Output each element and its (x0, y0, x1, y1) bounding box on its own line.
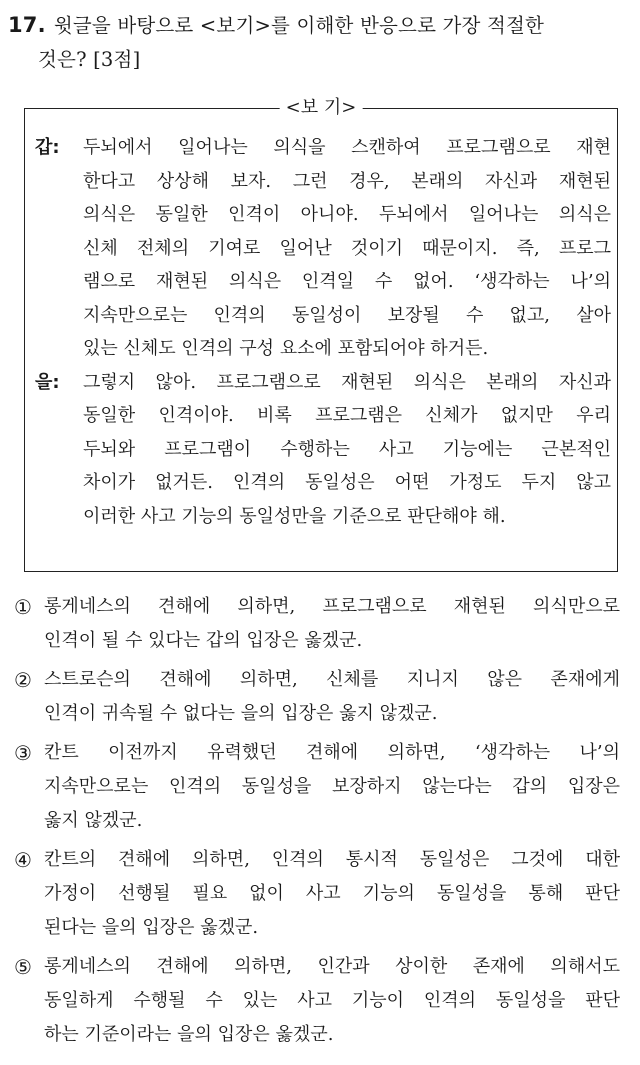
option-line: 칸트의 견해에 의하면, 인격의 통시적 동일성은 그것에 대한 (44, 849, 620, 870)
speaker-gap-block (35, 131, 611, 366)
eul-line: 동일한 인격이야. 비록 프로그램은 신체가 없지만 우리 (83, 405, 611, 426)
option-line: 스트로슨의 견해에 의하면, 신체를 지니지 않은 존재에게 (44, 669, 620, 690)
question-stem (8, 8, 632, 77)
gap-line: 지속만으로는 인격의 동일성이 보장될 수 없고, 살아 (83, 304, 611, 326)
option-line: 롱게네스의 견해에 의하면, 프로그램으로 재현된 의식만으로 (44, 596, 620, 617)
option-4[interactable] (14, 843, 620, 945)
option-line: 지속만으로는 인격의 동일성을 보장하지 않는다는 갑의 입장은 (44, 776, 620, 797)
eul-line: 그렇지 않아. 프로그램으로 재현된 의식은 본래의 자신과 (83, 371, 611, 393)
option-line: 롱게네스의 견해에 의하면, 인간과 상이한 존재에 의해서도 (44, 956, 620, 977)
option-number: ① (14, 595, 32, 619)
question-line-1 (8, 8, 632, 43)
gap-line: 두뇌에서 일어나는 의식을 스캔하여 프로그램으로 재현 (83, 137, 611, 158)
eul-line: 이러한 사고 기능의 동일성만을 기준으로 판단해야 해. (83, 505, 506, 527)
option-line: 칸트 이전까지 유력했던 견해에 의하면, ‘생각하는 나’의 (44, 742, 620, 763)
eul-line: 두뇌와 프로그램이 수행하는 사고 기능에는 근본적인 (83, 438, 611, 460)
option-line: 인격이 될 수 있다는 갑의 입장은 옳겠군. (44, 630, 363, 651)
bogi-box (24, 97, 618, 572)
option-line: 인격이 귀속될 수 없다는 을의 입장은 옳지 않겠군. (44, 703, 438, 724)
option-2[interactable] (14, 663, 620, 731)
gap-line: 신체 전체의 기여로 일어난 것이기 때문이지. 즉, 프로그 (83, 237, 611, 259)
gap-line: 있는 신체도 인격의 구성 요소에 포함되어야 하거든. (83, 338, 489, 359)
gap-line: 램으로 재현된 의식은 인격일 수 없어. ‘생각하는 나’의 (83, 271, 611, 292)
option-number: ② (14, 668, 32, 692)
speaker-eul: 을: (35, 371, 60, 393)
gap-line: 한다고 상상해 보자. 그런 경우, 본래의 자신과 재현된 (83, 170, 611, 192)
option-1[interactable] (14, 590, 620, 658)
option-3[interactable] (14, 736, 620, 838)
option-number: ⑤ (14, 955, 32, 979)
option-line: 가정이 선행될 필요 없이 사고 기능의 동일성을 통해 판단 (44, 883, 620, 904)
gap-line: 의식은 동일한 인격이 아니야. 두뇌에서 일어나는 의식은 (83, 204, 611, 225)
speaker-gap-text (35, 131, 611, 366)
eul-line: 차이가 없거든. 인격의 동일성은 어떤 가정도 두지 않고 (83, 472, 611, 493)
option-5[interactable] (14, 950, 620, 1052)
bogi-title: <보 기> (280, 97, 363, 119)
option-line: 하는 기준이라는 을의 입장은 옳겠군. (44, 1024, 334, 1045)
option-line: 동일하게 수행될 수 있는 사고 기능이 인격의 동일성을 판단 (44, 990, 620, 1011)
option-number: ③ (14, 741, 32, 765)
option-line: 된다는 을의 입장은 옳겠군. (44, 917, 259, 938)
question-line-2: 것은? [3점] (38, 48, 141, 71)
speaker-eul-block (35, 366, 611, 534)
answer-options (14, 590, 620, 1057)
question-text-1: 윗글을 바탕으로 <보기>를 이해한 반응으로 가장 적절한 (53, 14, 545, 37)
speaker-gap: 갑: (35, 137, 60, 158)
speaker-eul-text (35, 366, 611, 534)
question-number: 17. (8, 13, 46, 37)
option-number: ④ (14, 848, 32, 872)
option-line: 옳지 않겠군. (44, 810, 143, 831)
bogi-body (35, 131, 611, 533)
